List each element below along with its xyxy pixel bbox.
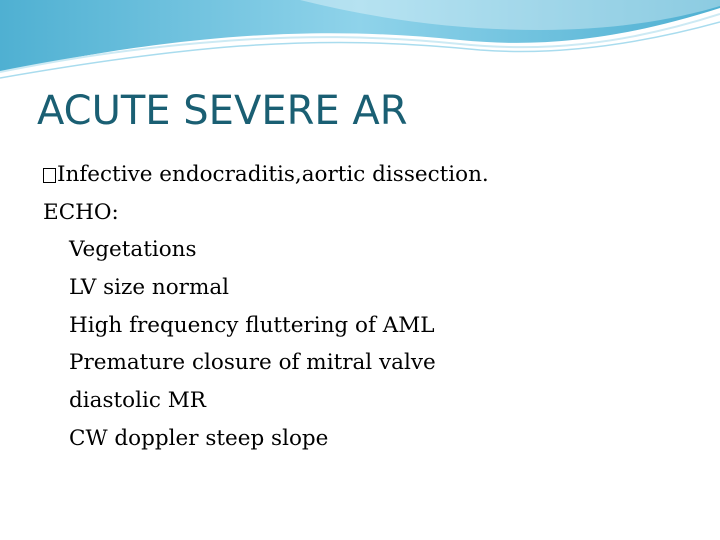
body-line-lv-size: LV size normal (69, 275, 230, 301)
body-line-vegetations: Vegetations (69, 237, 197, 263)
body-line-diastolic-mr: diastolic MR (69, 388, 206, 414)
body-line-aml-fluttering: High frequency fluttering of AML (69, 312, 435, 338)
body-line-causes (43, 156, 703, 194)
missing-glyph-bullet-icon (43, 168, 56, 183)
line-text: Infective endocraditis,aortic dissection. (57, 162, 489, 187)
body-line-cw-doppler: CW doppler steep slope (69, 425, 329, 451)
slide-body (43, 156, 703, 458)
slide-title: ACUTE SEVERE AR (37, 88, 408, 134)
header-wave-decoration (0, 0, 720, 90)
body-line-mitral-closure: Premature closure of mitral valve (69, 350, 436, 376)
body-line-echo-heading: ECHO: (43, 199, 119, 225)
